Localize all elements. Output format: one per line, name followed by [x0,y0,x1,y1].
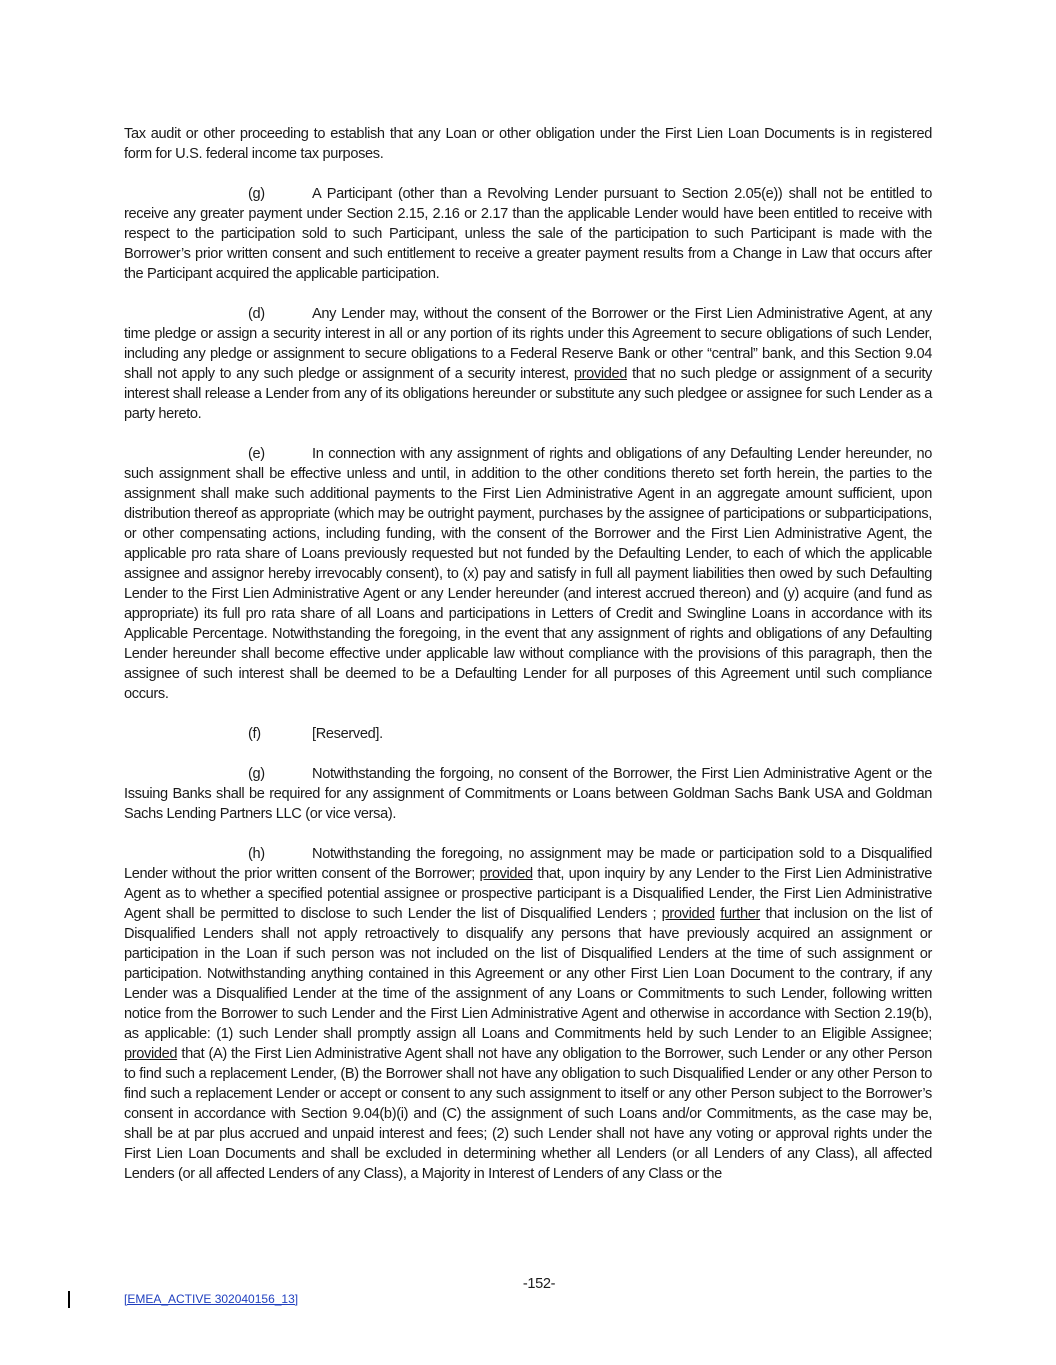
paragraph-text: that, upon inquiry by any Lender to the First Lien Administrative Agent as to whether a specified potential assignee or prospective participant is a Disqualified Lender, the First Lien Administrative Agent shall be permitted to disclose to such Lender the list of Disqualified Lenders ; [124,866,932,922]
paragraph-text: that inclusion on the list of Disqualified Lenders shall not apply retroactively to disqualify any persons that have previously acquired an assignment or participation in the Loan if such person was not included on the list of Disqualified Lenders at the time of such assignment or participation. Notwithstanding anything contained in this Agreement or any other First Lien Loan Document to the contrary, if any Lender was a Disqualified Lender at the time of the assignment of any Loans or Commitments to such Lender, following written notice from the Borrower to such Lender and the First Lien Administrative Agent and otherwise in accordance with Section 2.19(b), as applicable: (1) such Lender shall promptly assign all Loans and Commitments held by such Lender to an Eligible Assignee; [124,906,932,1042]
paragraph-e-defaulting-lender [124,444,932,704]
provided-term: provided [661,906,715,922]
paragraph-label: (e) [248,446,265,462]
paragraph-label: (g) [248,766,265,782]
paragraph-text: [Reserved]. [312,726,383,742]
paragraph-label: (d) [248,306,265,322]
intro-paragraph [124,124,932,164]
paragraph-f-reserved [124,724,932,744]
provided-term: provided [479,866,533,882]
paragraph-h-disqualified-lender [124,844,932,1184]
further-term: further [720,906,761,922]
paragraph-g-participant [124,184,932,284]
paragraph-text: In connection with any assignment of rights and obligations of any Defaulting Lender hereunder, no such assignment shall be effective unless and until, in addition to the other conditions thereto set forth herein, the parties to the assignment shall make such additional payments to the First Lien Administrative Agent in an aggregate amount sufficient, upon distribution thereof as appropriate (which may be outright payment, purchases by the assignee of participations or subparticipations, or other compensating actions, including funding, with the consent of the Borrower and the First Lien Administrative Agent, the applicable pro rata share of Loans previously requested but not funded by the Defaulting Lender, to each of which the applicable assignee and assignor hereby irrevocably consent), to (x) pay and satisfy in full all payment liabilities then owed by such Defaulting Lender to the First Lien Administrative Agent or any Lender hereunder (and interest accrued thereon) and (y) acquire (and fund as appropriate) its full pro rata share of all Loans and participations in Letters of Credit and Swingline Loans in accordance with its Applicable Percentage. Notwithstanding the foregoing, in the event that any assignment of rights and obligations of any Defaulting Lender hereunder shall become effective under applicable law without compliance with the provisions of this paragraph, then the assignee of such interest shall be deemed to be a Defaulting Lender for all purposes of this Agreement until such compliance occurs. [124,446,932,702]
document-body [124,124,932,1204]
provided-term: provided [124,1046,178,1062]
page-number: -152- [522,1276,556,1292]
paragraph-label: (h) [248,846,265,862]
paragraph-text: Notwithstanding the foregoing, no assignment may be made or participation sold to a Disqualified Lender without the prior written consent of the Borrower; [124,846,932,882]
provided-term: provided [573,366,628,382]
document-id-link[interactable]: [EMEA_ACTIVE 302040156_13] [124,1292,299,1306]
paragraph-text: Notwithstanding the forgoing, no consent of the Borrower, the First Lien Administrative Agent or the Issuing Banks shall be required for any assignment of Commitments or Loans between Goldman Sachs Bank USA and Goldman Sachs Lending Partners LLC (or vice versa). [124,766,932,822]
paragraph-g-consent [124,764,932,824]
intro-text: Tax audit or other proceeding to establish that any Loan or other obligation under the First Lien Loan Documents is in registered form for U.S. federal income tax purposes. [124,126,932,162]
revision-bar [68,1291,70,1308]
paragraph-label: (f) [248,726,261,742]
paragraph-d-pledge [124,304,932,424]
paragraph-text: that no such pledge or assignment of a security interest shall release a Lender from any of its obligations hereunder or substitute any such pledgee or assignee for such Lender as a party hereto. [124,366,932,422]
paragraph-text: Any Lender may, without the consent of the Borrower or the First Lien Administrative Agent, at any time pledge or assign a security interest in all or any portion of its rights under this Agreement to secure obligations of such Lender, including any pledge or assignment to secure obligations to a Federal Reserve Bank or other “central” bank, and this Section 9.04 shall not apply to any such pledge or assignment of a security interest, [124,306,932,382]
paragraph-text: that (A) the First Lien Administrative Agent shall not have any obligation to the Borrower, such Lender or any other Person to find such a replacement Lender, (B) the Borrower shall not have any obligation to such Disqualified Lender or any other Person to find such a replacement Lender or accept or consent to any such assignment to itself or any other Person subject to the Borrower’s consent in accordance with Section 9.04(b)(i) and (C) the assignment of such Loans and/or Commitments, as the case may be, shall be at par plus accrued and unpaid interest and fees; (2) such Lender shall not have any voting or approval rights under the First Lien Loan Documents and shall be excluded in determining whether all Lenders (or all Lenders of any Class), all affected Lenders (or all affected Lenders of any Class), a Majority in Interest of Lenders of any Class or the [124,1046,932,1182]
paragraph-label: (g) [248,186,265,202]
paragraph-text: A Participant (other than a Revolving Lender pursuant to Section 2.05(e)) shall not be entitled to receive any greater payment under Section 2.15, 2.16 or 2.17 than the applicable Lender would have been entitled to receive with respect to the participation sold to such Participant, unless the sale of the participation to such Participant is made with the Borrower’s prior written consent and such entitlement to receive a greater payment results from a Change in Law that occurs after the Participant acquired the applicable participation. [124,186,932,282]
